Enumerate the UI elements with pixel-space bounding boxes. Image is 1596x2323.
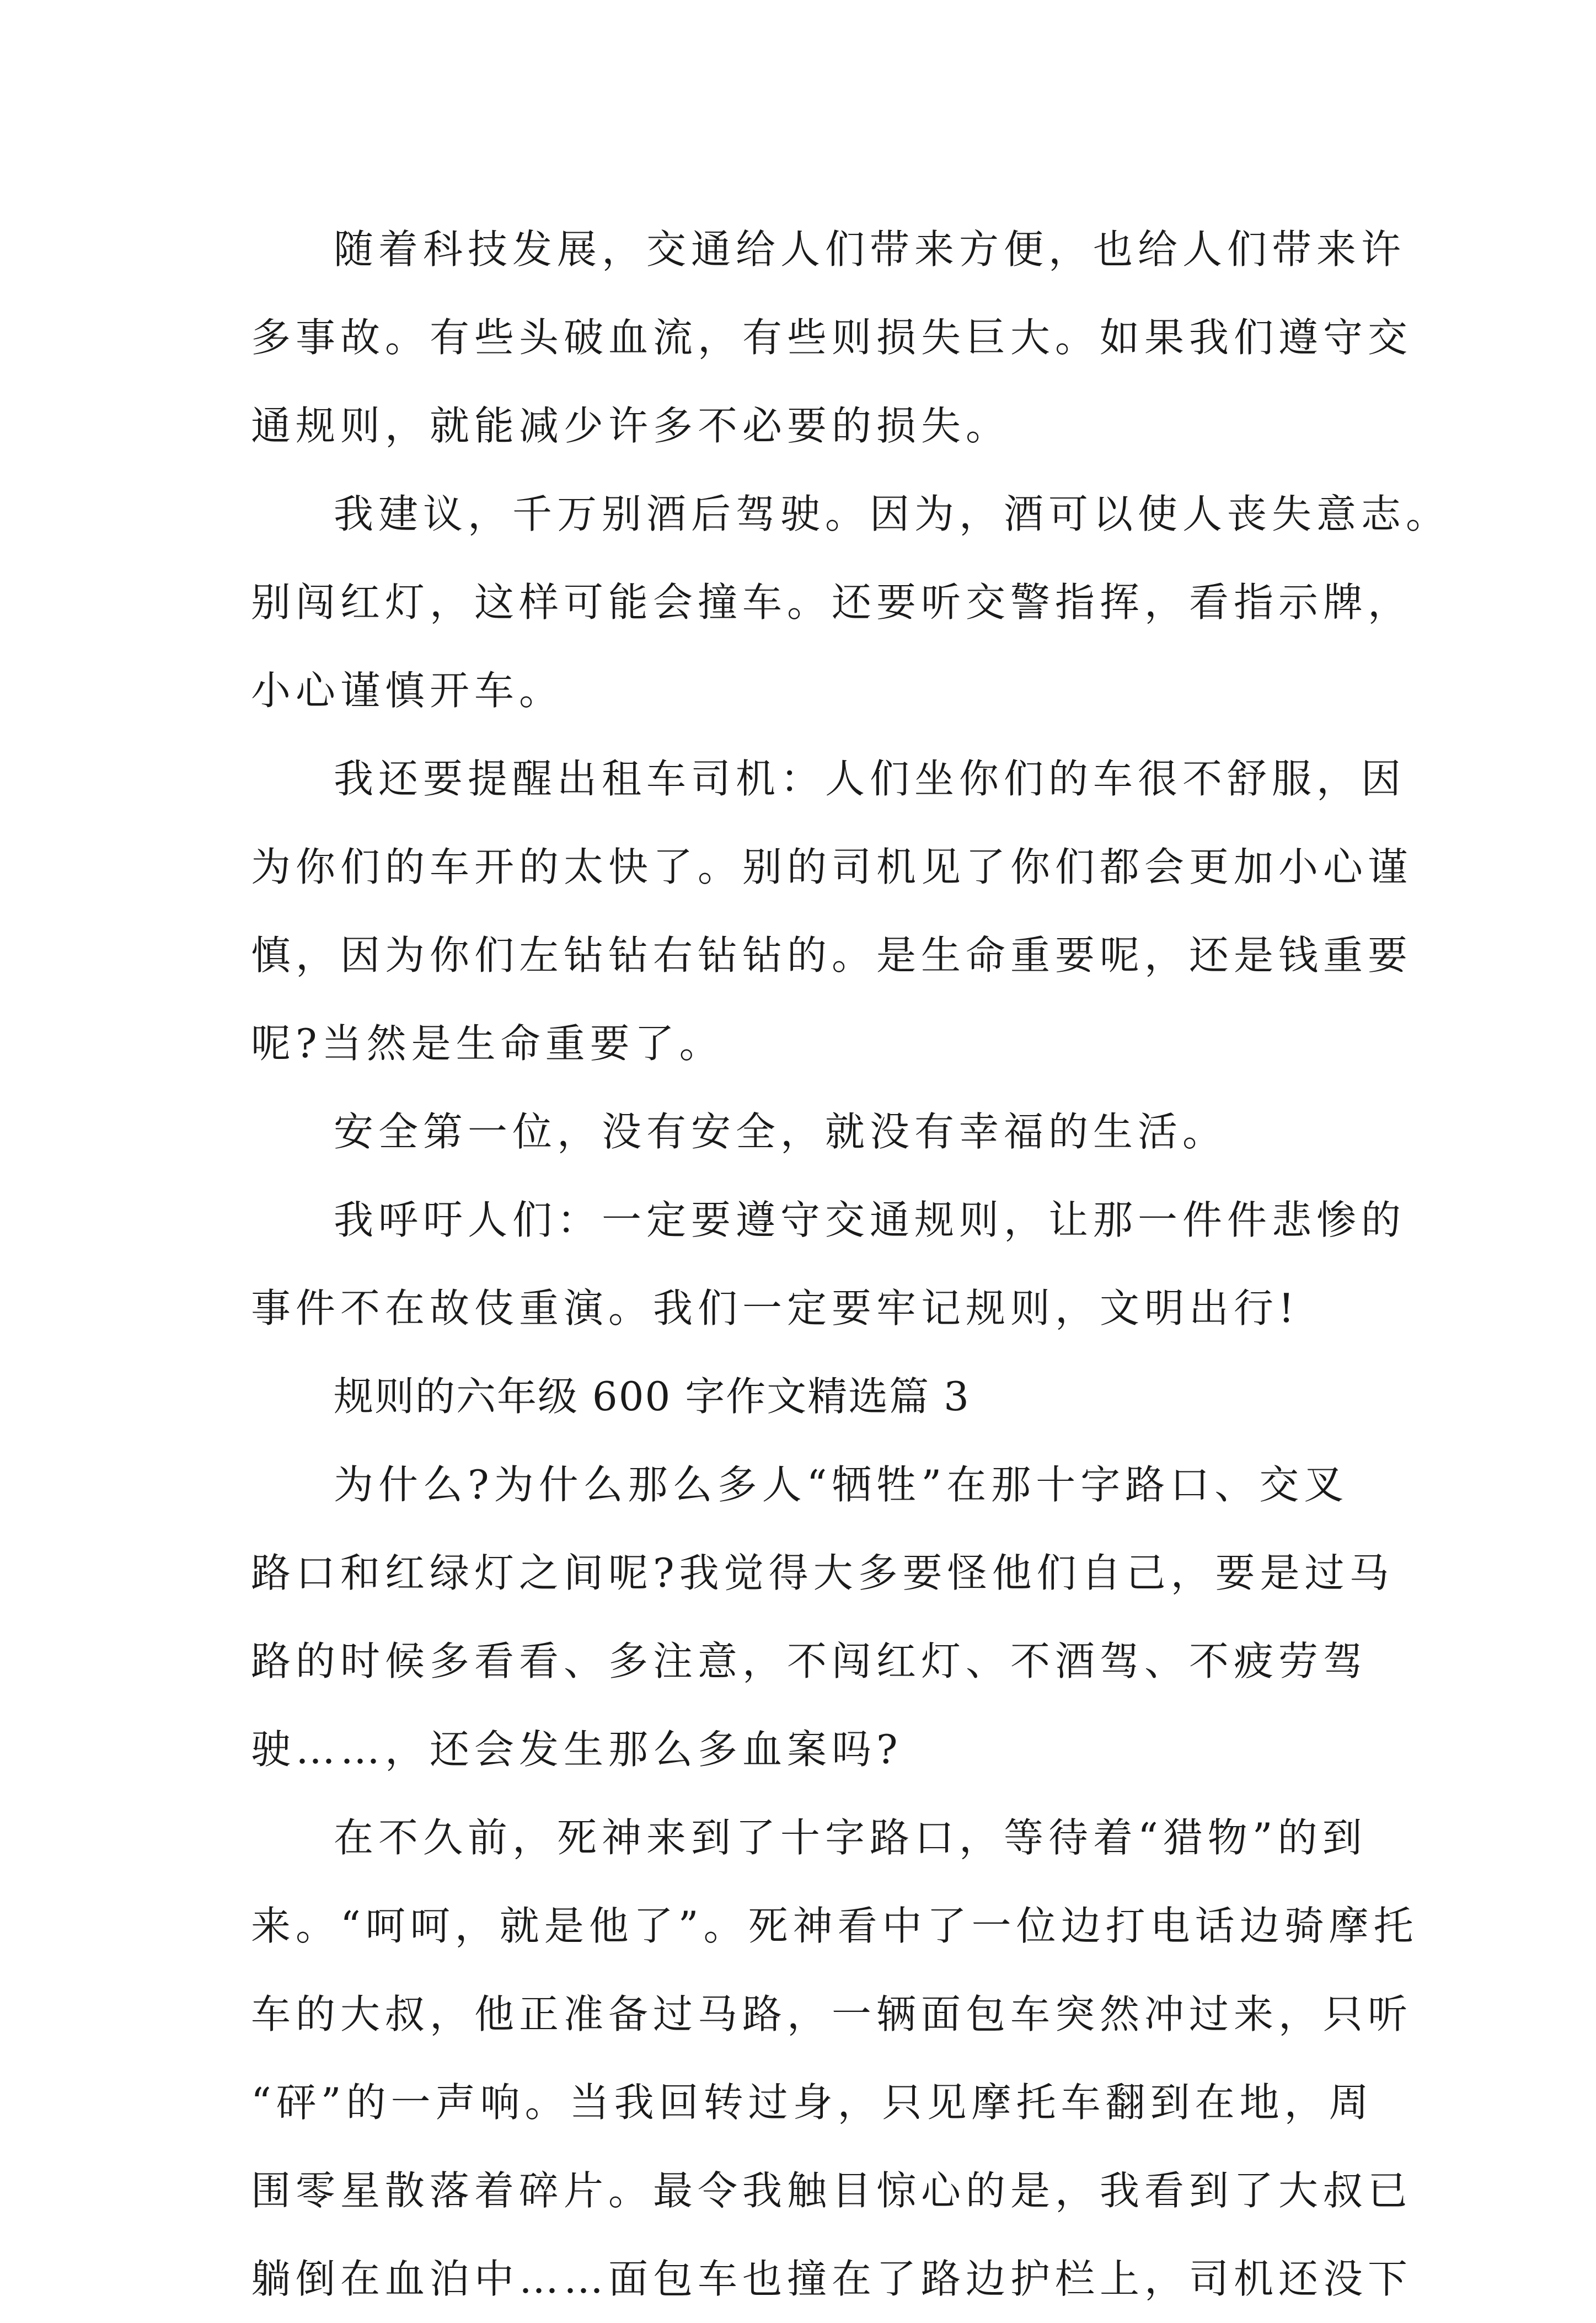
text-line: 为你们的车开的太快了。别的司机见了你们都会更加小心谨 xyxy=(251,844,1413,890)
section-heading: 规则的六年级 600 字作文精选篇 3 xyxy=(334,1373,970,1420)
text-line: 在不久前，死神来到了十字路口，等待着“猎物”的到 xyxy=(334,1814,1367,1861)
text-line: 随着科技发展，交通给人们带来方便，也给人们带来许 xyxy=(334,226,1406,272)
text-line: 事件不在故伎重演。我们一定要牢记规则，文明出行! xyxy=(251,1285,1299,1331)
text-line: 为什么?为什么那么多人“牺牲”在那十字路口、交叉 xyxy=(334,1462,1349,1508)
text-line: 躺倒在血泊中……面包车也撞在了路边护栏上，司机还没下 xyxy=(251,2256,1413,2302)
text-line: 来。“呵呵，就是他了”。死神看中了一位边打电话边骑摩托 xyxy=(251,1903,1418,1949)
text-line: 慎，因为你们左钻钻右钻钻的。是生命重要呢，还是钱重要 xyxy=(251,932,1413,978)
text-line: 路的时候多看看、多注意，不闯红灯、不酒驾、不疲劳驾 xyxy=(251,1638,1368,1684)
text-line: 通规则，就能减少许多不必要的损失。 xyxy=(251,403,1011,449)
text-line: 路口和红绿灯之间呢?我觉得大多要怪他们自己，要是过马 xyxy=(251,1550,1394,1596)
text-line: “砰”的一声响。当我回转过身，只见摩托车翻到在地，周 xyxy=(251,2079,1374,2126)
text-line: 我建议，千万别酒后驾驶。因为，酒可以使人丧失意志。 xyxy=(334,491,1451,537)
document-body xyxy=(251,205,1451,2323)
text-line: 安全第一位，没有安全，就没有幸福的生活。 xyxy=(334,1109,1228,1155)
text-line: 车的大叔，他正准备过马路，一辆面包车突然冲过来，只听 xyxy=(251,1991,1413,2037)
text-line: 小心谨慎开车。 xyxy=(251,667,564,714)
text-line: 呢?当然是生命重要了。 xyxy=(251,1020,724,1067)
text-line: 驶……，还会发生那么多血案吗? xyxy=(251,1726,903,1773)
text-line: 我还要提醒出租车司机：人们坐你们的车很不舒服，因 xyxy=(334,756,1406,802)
text-line: 多事故。有些头破血流，有些则损失巨大。如果我们遵守交 xyxy=(251,314,1413,361)
text-line: 围零星散落着碎片。最令我触目惊心的是，我看到了大叔已 xyxy=(251,2167,1413,2214)
text-line: 我呼吁人们：一定要遵守交通规则，让那一件件悲惨的 xyxy=(334,1197,1406,1243)
text-line: 别闯红灯，这样可能会撞车。还要听交警指挥，看指示牌， xyxy=(251,579,1413,625)
